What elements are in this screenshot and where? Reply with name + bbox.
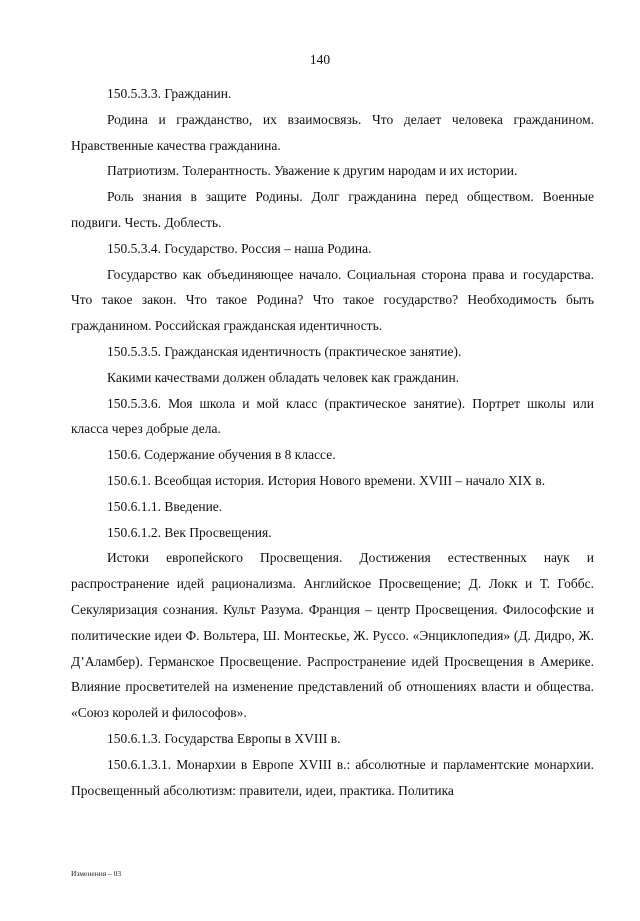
paragraph: Родина и гражданство, их взаимосвязь. Что делает человека гражданином. Нравственные качества гражданина. <box>71 111 594 153</box>
paragraph: Истоки европейского Просвещения. Достижения естественных наук и распространение идей рационализма. Английское Просвещение; Д. Локк и Т. Гоббс. Секуляризация сознания. Культ Разума. Франция – центр Просвещения. Философские и политические идеи Ф. Вольтера, Ш. Монтескье, Ж. Руссо. «Энциклопедия» (Д. Дидро, Ж. Д’Аламбер). Германское Просвещение. Распространение идей Просвещения в Америке. Влияние просветителей на изменение представлений об отношениях власти и общества. «Союз королей и философов». <box>71 550 594 721</box>
paragraph: Роль знания в защите Родины. Долг гражданина перед обществом. Военные подвиги. Честь. Доблесть. <box>71 189 594 230</box>
page-number: 140 <box>309 52 331 67</box>
paragraph: 150.5.3.6. Моя школа и мой класс (практическое занятие). Портрет школы или класса через добрые дела. <box>71 395 594 437</box>
page-footer: Изменения – 03 <box>71 869 122 878</box>
paragraph: 150.5.3.3. Гражданин. <box>107 86 232 101</box>
paragraph: 150.5.3.5. Гражданская идентичность (практическое занятие). <box>107 343 462 359</box>
document-body <box>71 81 594 803</box>
paragraph: 150.6.1.3. Государства Европы в XVIII в. <box>107 730 341 746</box>
paragraph: 150.6.1.2. Век Просвещения. <box>107 524 272 540</box>
paragraph: Государство как объединяющее начало. Социальная сторона права и государства. Что такое закон. Что такое Родина? Что такое государство? Необходимость быть гражданином. Российская гражданская идентичность. <box>71 266 594 334</box>
paragraph: 150.6.1.3.1. Монархии в Европе XVIII в.: абсолютные и парламентские монархии. Просвещенный абсолютизм: правители, идеи, практика. Политика <box>71 756 594 798</box>
paragraph: 150.6.1. Всеобщая история. История Нового времени. XVIII – начало XIX в. <box>107 472 546 488</box>
paragraph: 150.5.3.4. Государство. Россия – наша Родина. <box>107 240 372 256</box>
paragraph: Патриотизм. Толерантность. Уважение к другим народам и их истории. <box>107 163 518 179</box>
paragraph: 150.6. Содержание обучения в 8 классе. <box>107 447 336 463</box>
paragraph: 150.6.1.1. Введение. <box>107 498 223 514</box>
paragraph: Какими качествами должен обладать человек как гражданин. <box>107 369 460 385</box>
